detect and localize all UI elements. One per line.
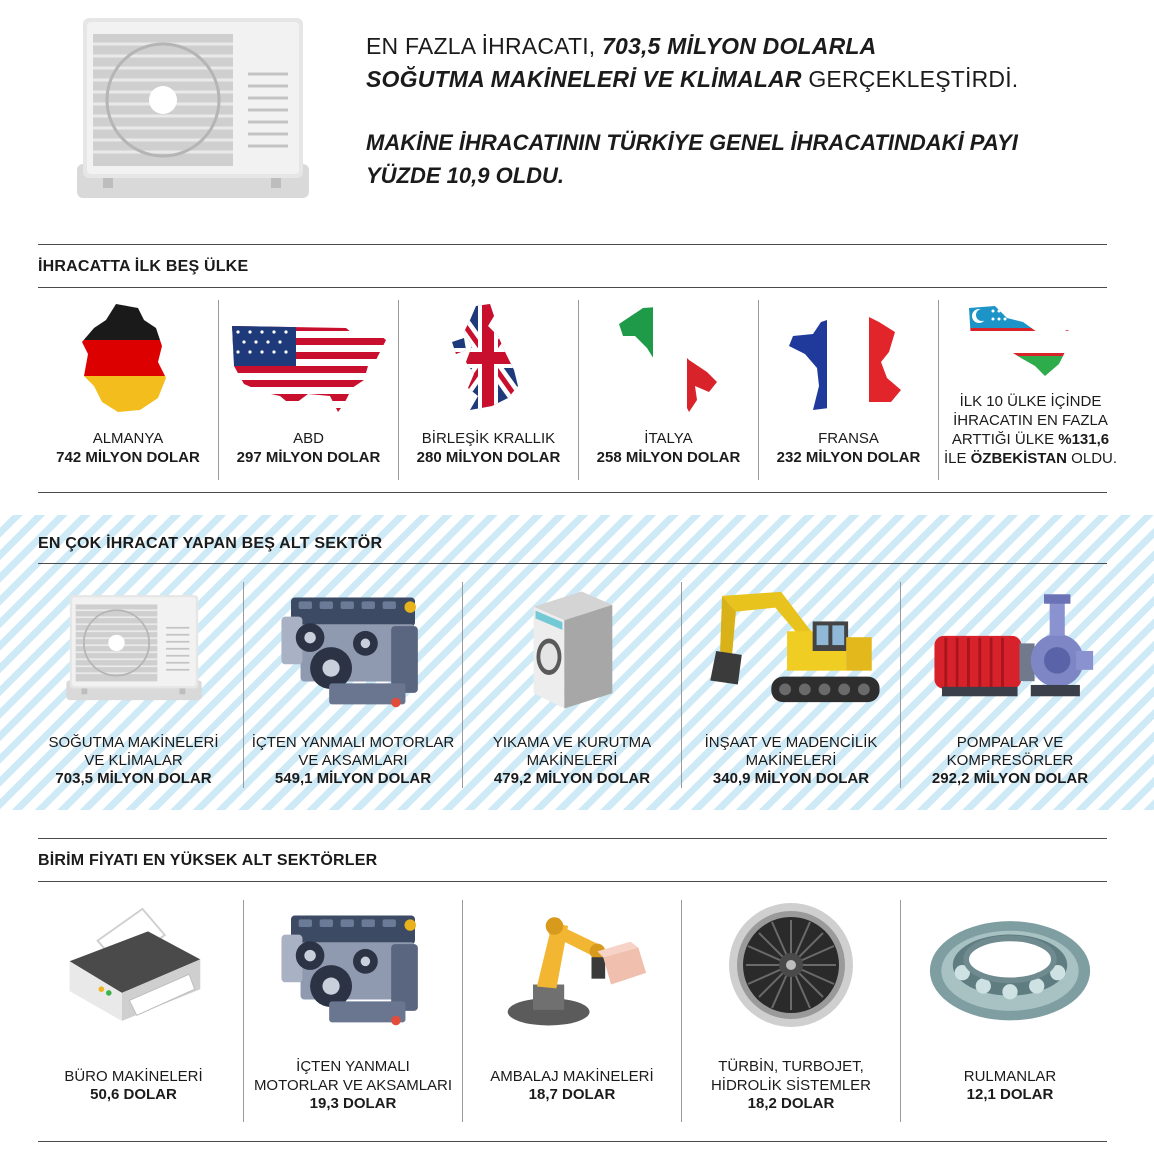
unit-price-label-1: İÇTEN YANMALI [296, 1058, 410, 1075]
uz-line-1: İLK 10 ÜLKE İÇİNDE [959, 393, 1102, 410]
subsector-value: 479,2 MİLYON DOLAR [493, 770, 651, 787]
uzbekistan-note [943, 392, 1118, 468]
uz-line-4-plain-b: OLDU. [1067, 450, 1118, 467]
subsector-value: 340,9 MİLYON DOLAR [712, 770, 870, 787]
washing-machine-icon [524, 586, 620, 714]
unit-price-card [243, 900, 462, 1122]
subsector-label-1: İNŞAAT VE MADENCİLİK [704, 734, 878, 751]
subsector-label-2: MAKİNELERİ [745, 752, 837, 769]
subsector-card [462, 582, 681, 788]
germany-map-icon [78, 302, 178, 414]
countries-list [38, 300, 1118, 480]
divider [38, 492, 1107, 493]
header-line-1-plain: EN FAZLA İHRACATI, [366, 33, 602, 59]
unit-price-card [900, 900, 1119, 1122]
unit-price-label-2: RULMANLAR [963, 1068, 1057, 1085]
air-conditioner-unit-icon [72, 14, 314, 200]
air-conditioner-icon [64, 592, 204, 702]
unit-price-value: 18,2 DOLAR [747, 1095, 835, 1112]
header-line-3: MAKİNE İHRACATININ TÜRKİYE GENEL İHRACATINDAKİ PAYI [366, 130, 1018, 155]
uz-percent: %131,6 [1058, 431, 1110, 448]
subsector-label-1: İÇTEN YANMALI MOTORLAR [251, 734, 455, 751]
subsectors-section-title: EN ÇOK İHRACAT YAPAN BEŞ ALT SEKTÖR [38, 535, 383, 552]
country-value: 232 MİLYON DOLAR [776, 449, 921, 466]
uzbekistan-card [938, 300, 1118, 480]
printer-icon [64, 902, 204, 1026]
subsector-label-2: VE AKSAMLARI [298, 752, 408, 769]
country-value: 297 MİLYON DOLAR [236, 449, 381, 466]
country-value: 280 MİLYON DOLAR [416, 449, 561, 466]
unit-price-card [462, 900, 681, 1122]
subsector-card [900, 582, 1119, 788]
unit-price-card [681, 900, 900, 1122]
unit-price-label-2: MOTORLAR VE AKSAMLARI [253, 1077, 453, 1094]
unit-price-label-2: HİDROLİK SİSTEMLER [710, 1077, 872, 1094]
subsector-card [681, 582, 900, 788]
unit-price-list [24, 900, 1124, 1122]
turbine-icon [726, 900, 856, 1030]
engine-icon [271, 906, 435, 1030]
header-line-2-bold: SOĞUTMA MAKİNELERİ VE KLİMALAR [366, 66, 802, 92]
country-name: FRANSA [818, 430, 879, 447]
header-line-2-plain: GERÇEKLEŞTİRDİ. [801, 66, 1019, 92]
header-line-1 [366, 30, 1126, 63]
header-text [366, 30, 1126, 192]
country-card [398, 300, 578, 480]
excavator-icon [702, 586, 880, 714]
country-name: BİRLEŞİK KRALLIK [421, 430, 556, 447]
countries-section-title: İHRACATTA İLK BEŞ ÜLKE [38, 258, 249, 275]
divider [38, 881, 1107, 882]
country-name: ABD [293, 430, 324, 447]
subsector-value: 703,5 MİLYON DOLAR [55, 770, 212, 787]
country-name: İTALYA [644, 430, 693, 447]
unit-price-label-2: BÜRO MAKİNELERİ [64, 1068, 203, 1085]
uz-line-2: İHRACATIN EN FAZLA [953, 412, 1108, 429]
divider [38, 1141, 1107, 1142]
bearing-icon [924, 904, 1096, 1028]
subsectors-list [24, 582, 1124, 788]
subsector-label-2: VE KLİMALAR [84, 752, 183, 769]
italy-map-icon [613, 302, 723, 418]
usa-map-icon [226, 318, 390, 418]
robot-arm-icon [494, 902, 650, 1030]
unit-price-value: 19,3 DOLAR [309, 1095, 397, 1112]
country-value: 258 MİLYON DOLAR [596, 449, 741, 466]
header-line-1-bold: 703,5 MİLYON DOLARLA [601, 33, 877, 59]
subsector-label-1: POMPALAR VE [956, 734, 1064, 751]
subsector-label-2: KOMPRESÖRLER [946, 752, 1074, 769]
header-line-4: YÜZDE 10,9 OLDU. [366, 163, 565, 188]
unit-price-label-1: TÜRBİN, TURBOJET, [718, 1058, 864, 1075]
divider [38, 838, 1107, 839]
subsector-label-2: MAKİNELERİ [526, 752, 618, 769]
subsector-value: 549,1 MİLYON DOLAR [274, 770, 432, 787]
country-value: 742 MİLYON DOLAR [56, 449, 200, 466]
divider [38, 563, 1107, 564]
unit-price-value: 12,1 DOLAR [966, 1086, 1054, 1103]
divider [38, 287, 1107, 288]
uz-line-3 [943, 430, 1118, 449]
uz-line-4-plain-a: İLE [943, 450, 971, 467]
country-card [38, 300, 218, 480]
unit-price-section-title: BİRİM FİYATI EN YÜKSEK ALT SEKTÖRLER [38, 852, 378, 869]
france-map-icon [783, 302, 913, 418]
subsector-label-1: YIKAMA VE KURUTMA [492, 734, 652, 751]
uk-map-icon [448, 302, 528, 414]
engine-icon [271, 588, 435, 712]
unit-price-value: 50,6 DOLAR [90, 1086, 177, 1103]
pump-icon [925, 588, 1095, 712]
unit-price-card [24, 900, 243, 1122]
subsector-value: 292,2 MİLYON DOLAR [931, 770, 1089, 787]
header-line-2 [366, 63, 1126, 96]
uzbekistan-map-icon [965, 302, 1091, 378]
uz-line-4 [943, 449, 1118, 468]
subsector-label-1: SOĞUTMA MAKİNELERİ [48, 734, 219, 751]
country-card [578, 300, 758, 480]
uz-country: ÖZBEKİSTAN [970, 450, 1068, 467]
divider [38, 244, 1107, 245]
country-name: ALMANYA [92, 430, 164, 447]
unit-price-label-2: AMBALAJ MAKİNELERİ [490, 1068, 654, 1085]
subsector-card [24, 582, 243, 788]
country-card [218, 300, 398, 480]
subsector-card [243, 582, 462, 788]
uz-line-3-plain: ARTTIĞI ÜLKE [951, 431, 1059, 448]
unit-price-value: 18,7 DOLAR [528, 1086, 616, 1103]
country-card [758, 300, 938, 480]
